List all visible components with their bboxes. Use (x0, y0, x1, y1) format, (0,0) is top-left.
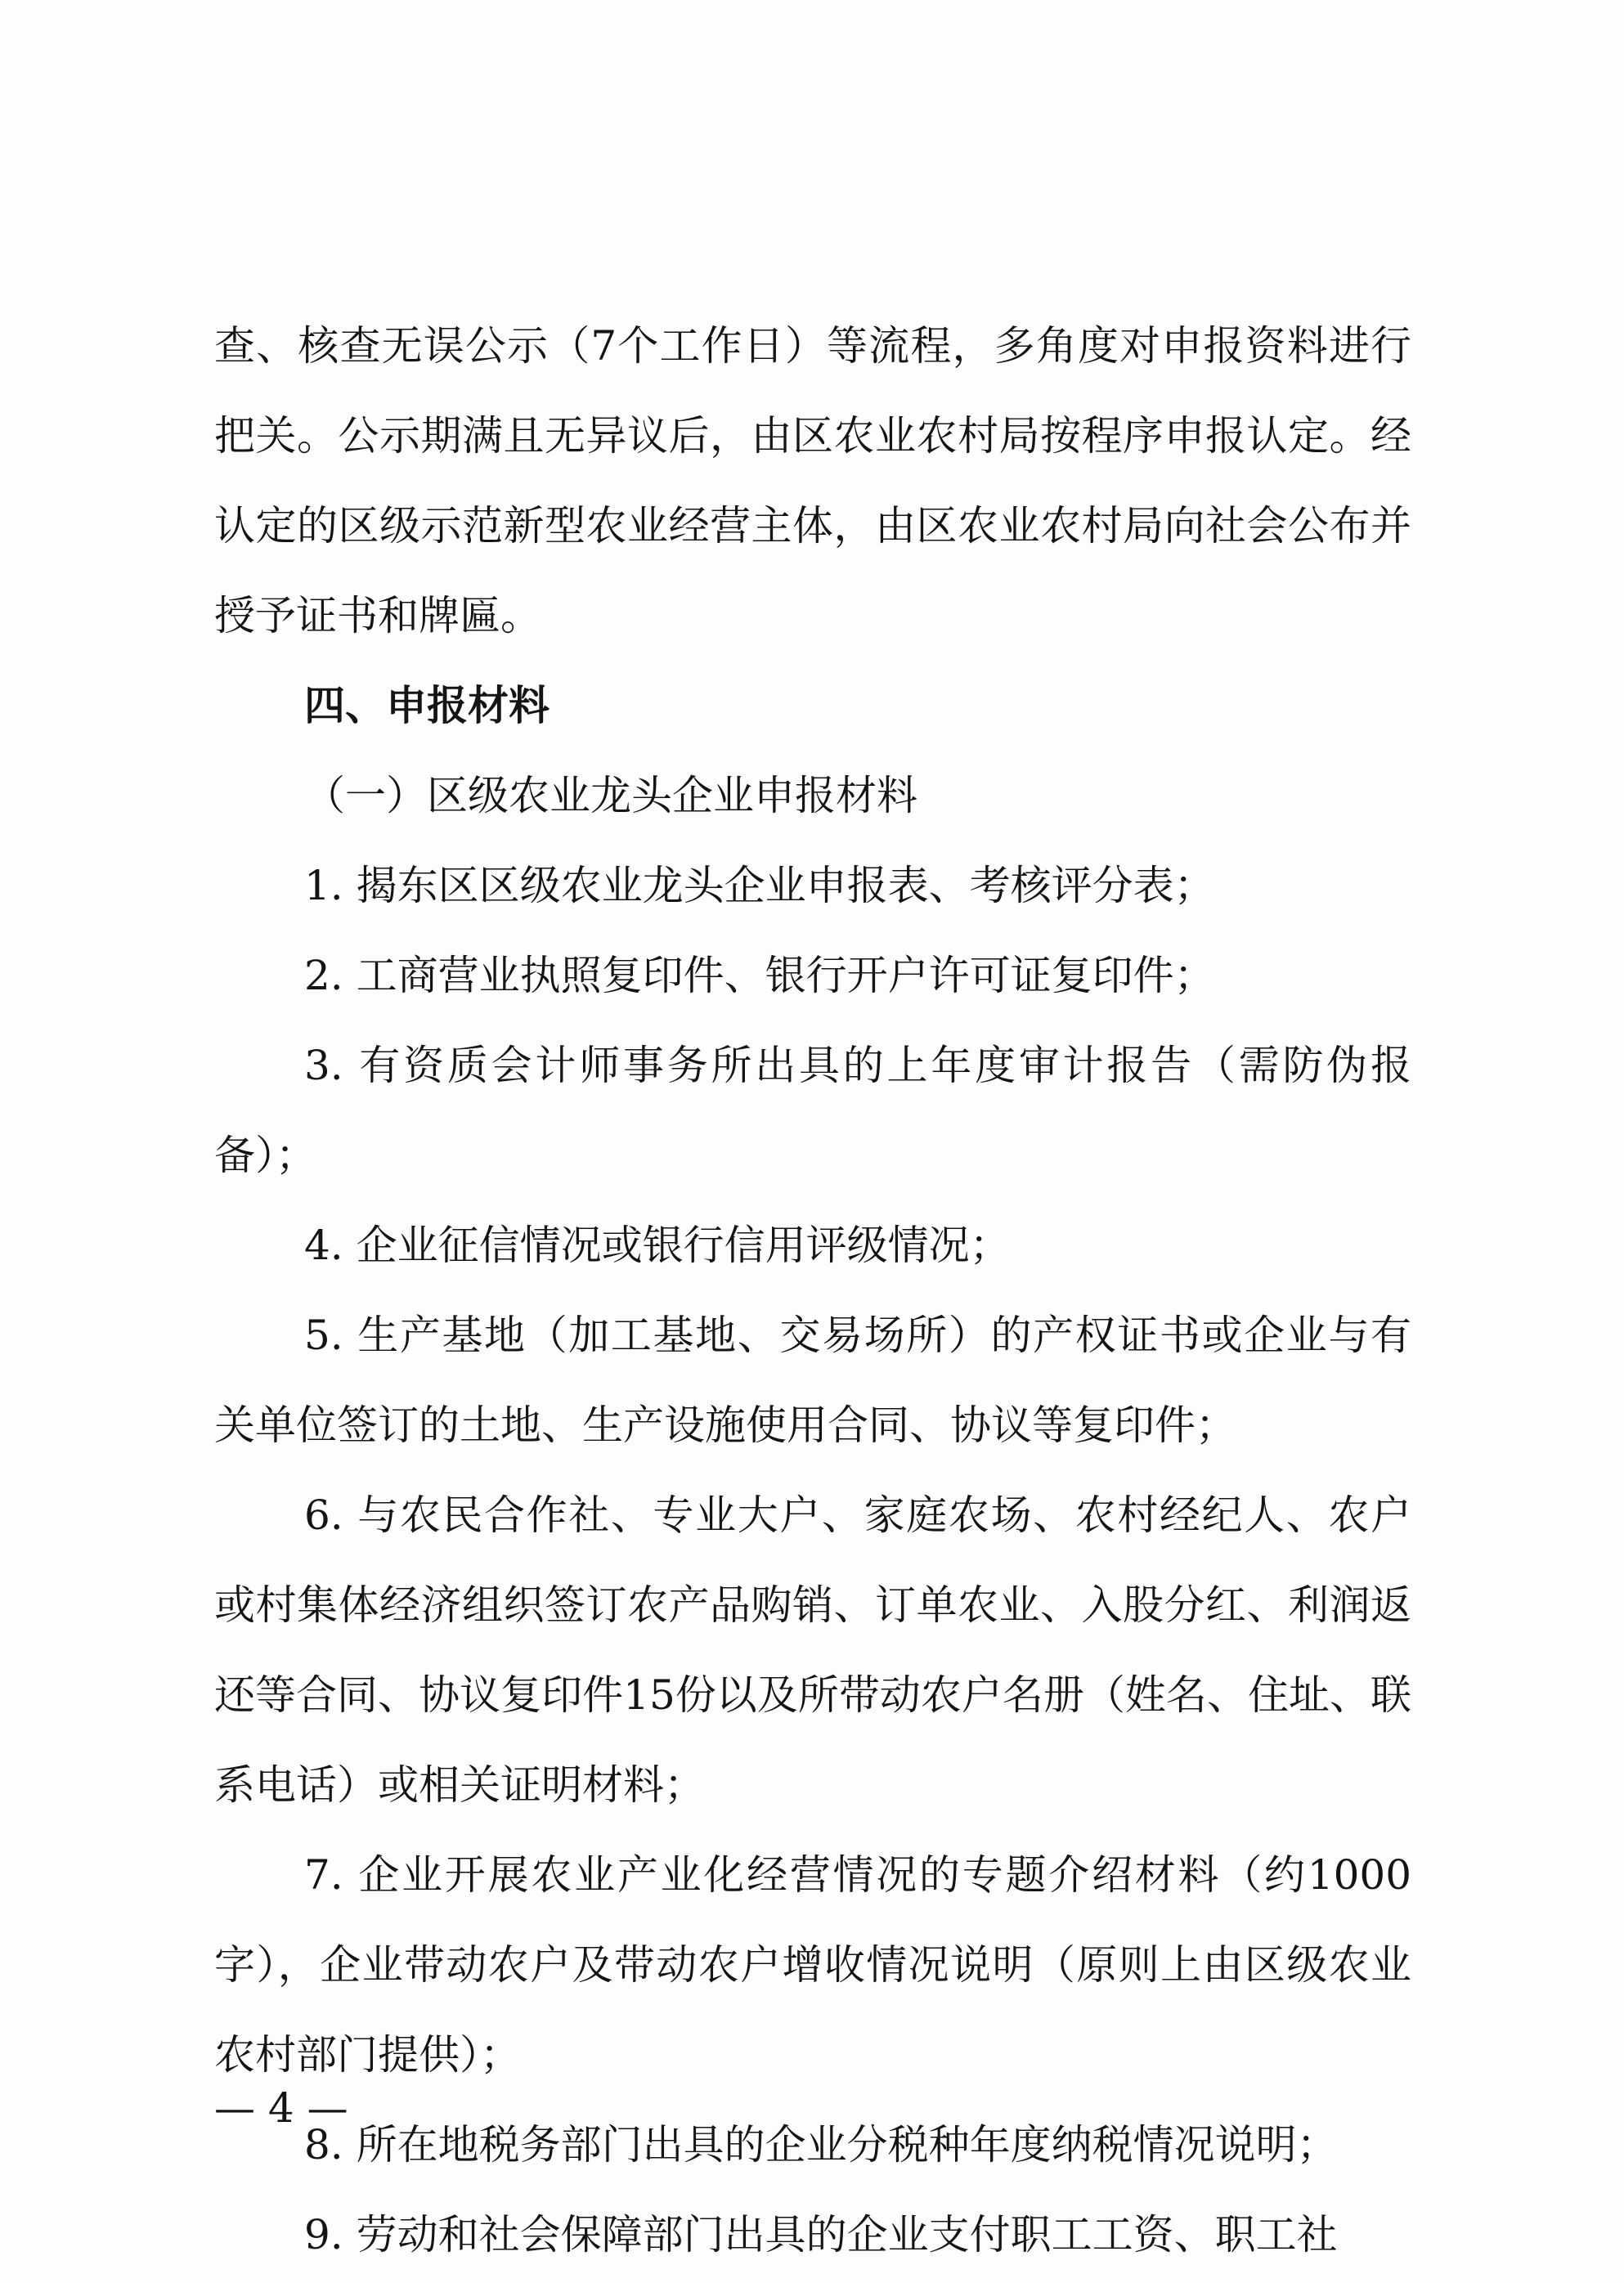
page-number: — 4 — (214, 2084, 348, 2132)
page-body (214, 301, 1411, 2280)
intro-paragraph: 查、核查无误公示（7个工作日）等流程，多角度对申报资料进行把关。公示期满且无异议后，由区农业农村局按程序申报认定。经认定的区级示范新型农业经营主体，由区农业农村局向社会公布并授予证书和牌匾。 (214, 322, 1411, 639)
list-item: 9. 劳动和社会保障部门出具的企业支付职工工资、职工社 (304, 2211, 1338, 2258)
list-item: 1. 揭东区区级农业龙头企业申报表、考核评分表； (304, 862, 1215, 909)
list-item: 8. 所在地税务部门出具的企业分税种年度纳税情况说明； (304, 2121, 1338, 2169)
section-heading: 四、申报材料 (304, 682, 550, 729)
list-item: 4. 企业征信情况或银行信用评级情况； (304, 1222, 1011, 1269)
list-item: 6. 与农民合作社、专业大户、家庭农场、农村经纪人、农户或村集体经济组织签订农产品购销、订单农业、入股分红、利润返还等合同、协议复印件15份以及所带动农户名册（姓名、住址、联系电话）或相关证明材料； (214, 1491, 1411, 1809)
section-subheading: （一）区级农业龙头企业申报材料 (304, 772, 917, 819)
list-item: 5. 生产基地（加工基地、交易场所）的产权证书或企业与有关单位签订的土地、生产设施使用合同、协议等复印件； (214, 1312, 1411, 1449)
list-item: 7. 企业开展农业产业化经营情况的专题介绍材料（约1000字），企业带动农户及带动农户增收情况说明（原则上由区级农业农村部门提供）； (214, 1851, 1411, 2079)
list-item: 2. 工商营业执照复印件、银行开户许可证复印件； (304, 952, 1215, 999)
list-item: 3. 有资质会计师事务所出具的上年度审计报告（需防伪报备）； (214, 1042, 1411, 1179)
